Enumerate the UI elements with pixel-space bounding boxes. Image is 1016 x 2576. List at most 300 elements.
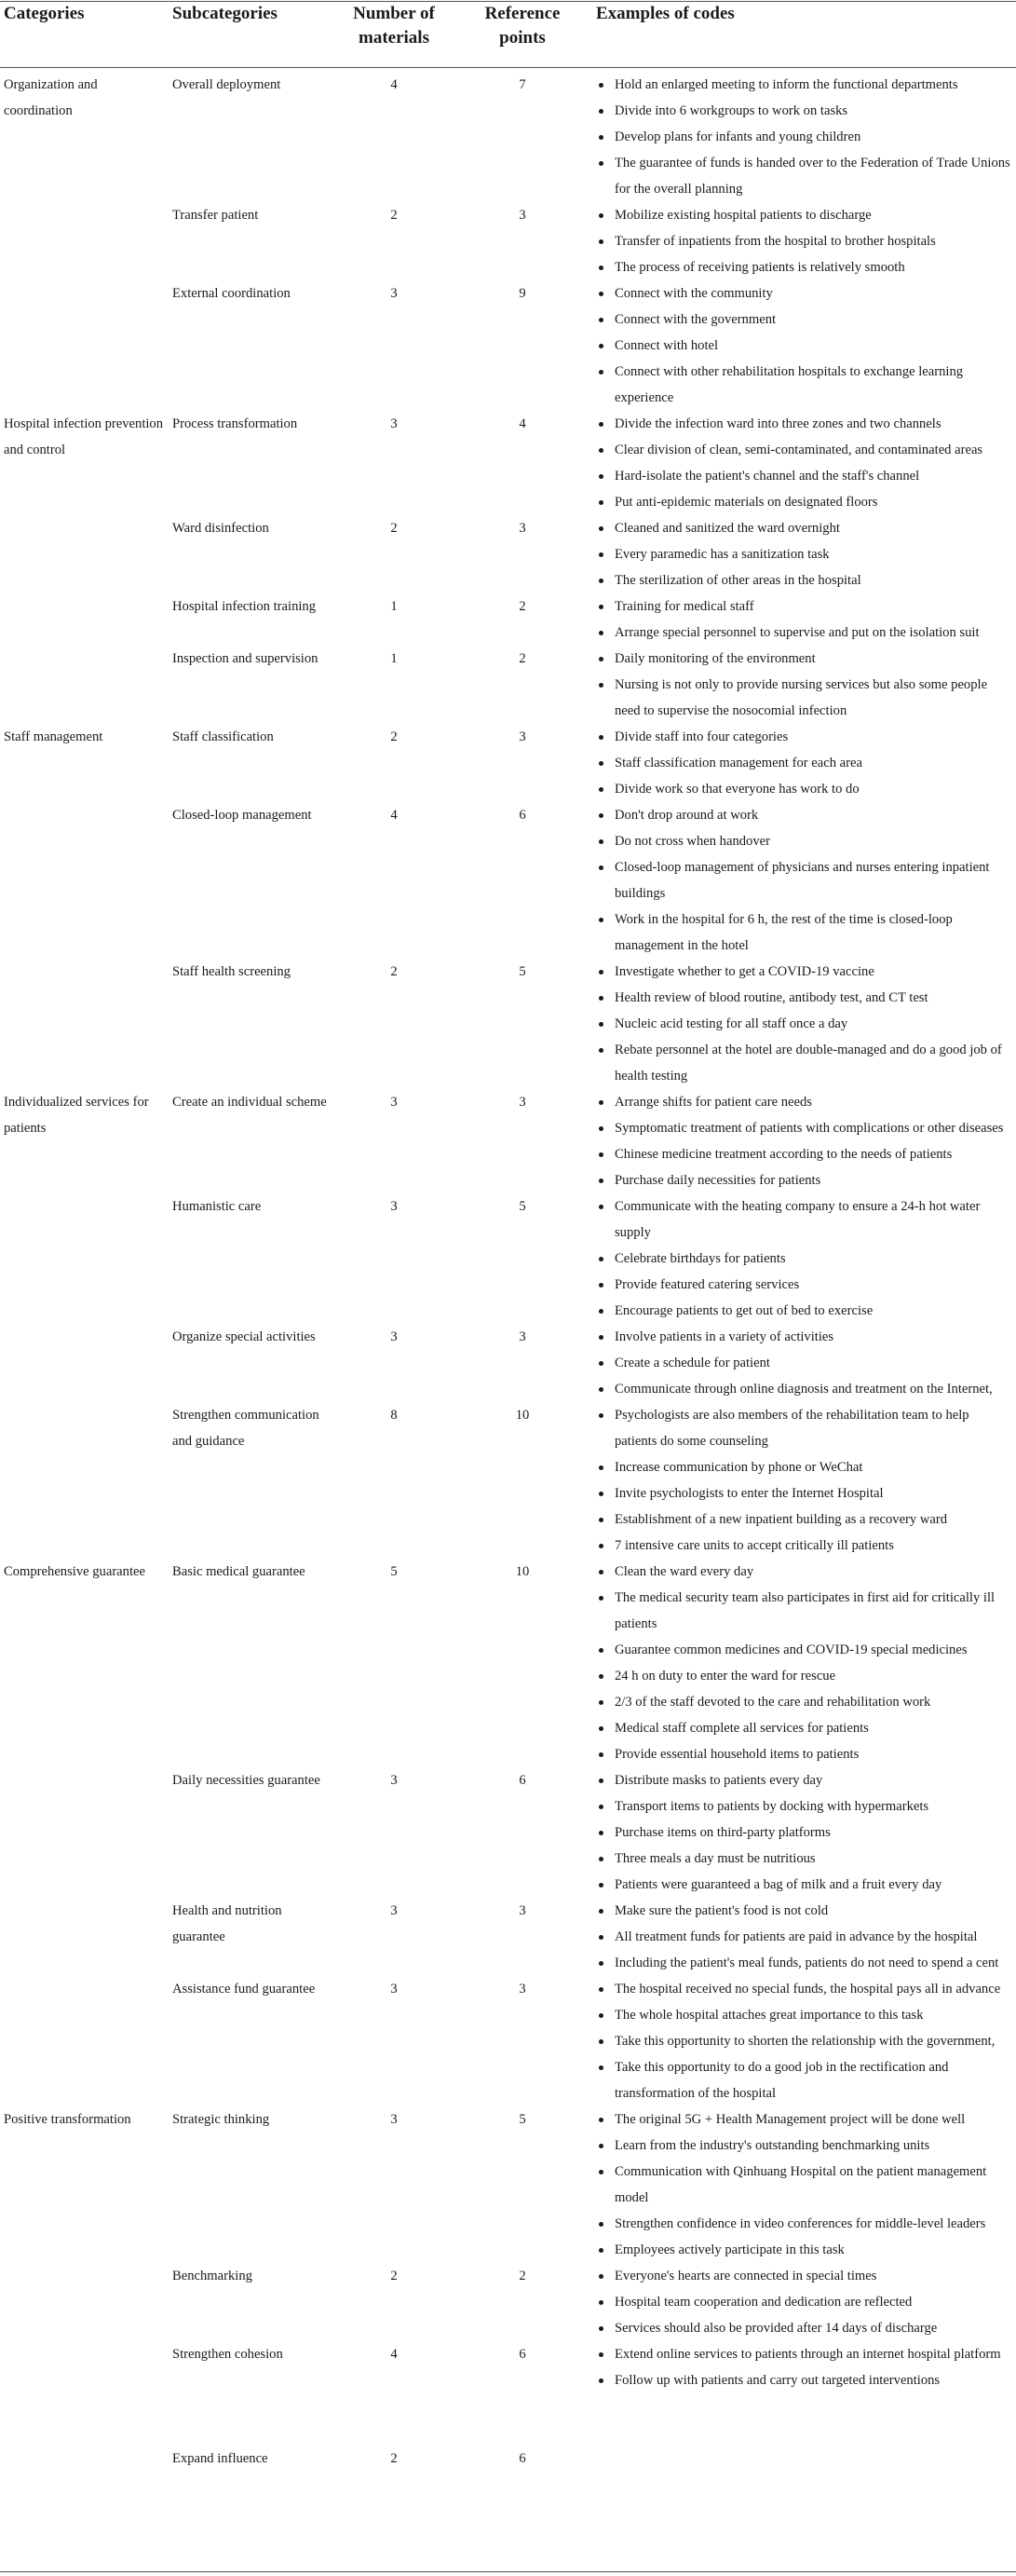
example-text: Provide featured catering services <box>615 1277 800 1292</box>
bullet-icon <box>599 865 603 870</box>
materials-cell: 5 <box>390 1564 398 1579</box>
example-item <box>599 1272 1011 1298</box>
example-item <box>599 1924 1011 1950</box>
bullet-icon <box>599 1387 603 1392</box>
example-text: Rebate personnel at the hotel are double-managed and do a good job of health testing <box>615 1043 1002 1084</box>
bullet-icon <box>599 344 603 348</box>
example-item <box>599 541 1011 567</box>
example-text: Communicate with the heating company to ensure a 24-h hot water supply <box>615 1199 981 1240</box>
example-text: Divide staff into four categories <box>615 729 789 744</box>
bullet-icon <box>599 1726 603 1731</box>
bullet-icon <box>599 318 603 322</box>
example-text: Provide essential household items to patients <box>615 1747 860 1762</box>
materials-cell: 2 <box>390 2269 398 2283</box>
bullet-icon <box>599 2144 603 2148</box>
example-text: Divide into 6 workgroups to work on tasks <box>615 103 848 118</box>
example-text: Extend online services to patients through an internet hospital platform <box>615 2347 1001 2362</box>
example-text: Celebrate birthdays for patients <box>615 1251 786 1266</box>
materials-cell: 3 <box>390 1329 398 1344</box>
example-text: Closed-loop management of physicians and nurses entering inpatient buildings <box>615 860 990 901</box>
bullet-icon <box>599 422 603 427</box>
example-item <box>599 593 1011 620</box>
example-item <box>599 2159 1011 2211</box>
example-item <box>599 1402 1011 1454</box>
bullet-icon <box>599 1596 603 1601</box>
example-text: Communication with Qinhuang Hospital on the patient management model <box>615 2164 987 2205</box>
references-cell: 6 <box>519 808 526 823</box>
bullet-icon <box>599 1544 603 1548</box>
example-text: Purchase daily necessities for patients <box>615 1173 821 1188</box>
category-cell: Positive transformation <box>4 2112 131 2127</box>
bullet-icon <box>599 1935 603 1940</box>
bullet-icon <box>599 239 603 244</box>
bullet-icon <box>599 1648 603 1653</box>
example-text: Chinese medicine treatment according to the needs of patients <box>615 1147 953 1162</box>
example-text: Staff classification management for each area <box>615 756 862 770</box>
example-text: Including the patient's meal funds, patients do not need to spend a cent <box>615 1956 999 1970</box>
materials-cell: 3 <box>390 1773 398 1788</box>
example-item <box>599 2341 1011 2367</box>
bullet-icon <box>599 1752 603 1757</box>
example-text: Do not cross when handover <box>615 834 770 849</box>
example-text: 2/3 of the staff devoted to the care and rehabilitation work <box>615 1695 931 1710</box>
example-text: Hold an enlarged meeting to inform the functional departments <box>615 77 958 92</box>
example-text: Hard-isolate the patient's channel and the staff's channel <box>615 469 920 484</box>
subcategory-cell: Expand influence <box>172 2451 268 2466</box>
bullet-icon <box>599 2065 603 2070</box>
example-text: Nucleic acid testing for all staff once a day <box>615 1016 848 1031</box>
example-text: Don't drop around at work <box>615 808 759 823</box>
bullet-icon <box>599 292 603 296</box>
bullet-icon <box>599 526 603 531</box>
subcategory-cell: Hospital infection training <box>172 599 317 614</box>
example-item <box>599 359 1011 411</box>
example-text: Cleaned and sanitized the ward overnight <box>615 521 840 536</box>
bullet-icon <box>599 1465 603 1470</box>
example-item <box>599 1767 1011 1793</box>
bullet-icon <box>599 2118 603 2122</box>
example-item <box>599 2054 1011 2106</box>
bullet-icon <box>599 1700 603 1705</box>
example-item <box>599 1037 1011 1089</box>
example-text: Symptomatic treatment of patients with complications or other diseases <box>615 1121 1004 1136</box>
example-item <box>599 2315 1011 2341</box>
bullet-icon <box>599 1987 603 1992</box>
example-text: Clear division of clean, semi-contaminated, and contaminated areas <box>615 443 983 457</box>
example-text: Services should also be provided after 14 days of discharge <box>615 2321 938 2336</box>
bullet-icon <box>599 1179 603 1183</box>
example-item <box>599 1480 1011 1506</box>
example-text: 24 h on duty to enter the ward for rescue <box>615 1669 836 1683</box>
header-categories: Categories <box>4 4 85 23</box>
materials-cell: 3 <box>390 1199 398 1214</box>
example-item <box>599 515 1011 541</box>
example-text: Connect with other rehabilitation hospitals to exchange learning experience <box>615 364 964 405</box>
example-item <box>599 672 1011 724</box>
bullet-icon <box>599 1674 603 1679</box>
example-item <box>599 750 1011 776</box>
category-cell: Hospital infection prevention and control <box>4 416 164 457</box>
bullet-icon <box>599 1048 603 1053</box>
bullet-icon <box>599 448 603 453</box>
example-item <box>599 1689 1011 1715</box>
example-text: Arrange shifts for patient care needs <box>615 1095 812 1110</box>
bullet-icon <box>599 1335 603 1340</box>
example-text: Take this opportunity to do a good job in the rectification and transformation of the hospital <box>615 2060 949 2101</box>
example-text: Encourage patients to get out of bed to exercise <box>615 1303 874 1318</box>
example-text: Create a schedule for patient <box>615 1356 770 1370</box>
bullet-icon <box>599 839 603 844</box>
example-item <box>599 1872 1011 1898</box>
materials-cell: 3 <box>390 1903 398 1918</box>
example-item <box>599 776 1011 802</box>
references-cell: 5 <box>519 1199 526 1214</box>
example-text: Arrange special personnel to supervise and put on the isolation suit <box>615 625 980 640</box>
example-item <box>599 333 1011 359</box>
example-text: Clean the ward every day <box>615 1564 754 1579</box>
example-item <box>599 1011 1011 1037</box>
category-cell: Individualized services for patients <box>4 1095 149 1136</box>
example-item <box>599 2106 1011 2133</box>
table-header-rule <box>0 67 1016 68</box>
example-text: Transport items to patients by docking with hypermarkets <box>615 1799 929 1814</box>
bullet-icon <box>599 1570 603 1574</box>
bullet-icon <box>599 1022 603 1027</box>
bullet-icon <box>599 1100 603 1105</box>
category-cell: Comprehensive guarantee <box>4 1564 145 1579</box>
example-text: Purchase items on third-party platforms <box>615 1825 831 1840</box>
example-text: Health review of blood routine, antibody test, and CT test <box>615 990 928 1005</box>
bullet-icon <box>599 83 603 88</box>
example-item <box>599 802 1011 828</box>
bullet-icon <box>599 2013 603 2018</box>
subcategory-cell: Staff health screening <box>172 964 291 979</box>
bullet-icon <box>599 109 603 114</box>
example-item <box>599 1376 1011 1402</box>
references-cell: 5 <box>519 2112 526 2127</box>
bullet-icon <box>599 2222 603 2227</box>
example-text: All treatment funds for patients are paid in advance by the hospital <box>615 1929 978 1944</box>
example-item <box>599 228 1011 254</box>
example-text: Medical staff complete all services for patients <box>615 1721 869 1736</box>
bullet-icon <box>599 1309 603 1314</box>
subcategory-cell: Ward disinfection <box>172 521 269 536</box>
bullet-icon <box>599 631 603 635</box>
references-cell: 4 <box>519 416 526 431</box>
example-text: Guarantee common medicines and COVID-19 special medicines <box>615 1642 968 1657</box>
example-item <box>599 98 1011 124</box>
bullet-icon <box>599 683 603 688</box>
references-cell: 6 <box>519 2347 526 2362</box>
references-cell: 2 <box>519 599 526 614</box>
references-cell: 10 <box>515 1564 530 1579</box>
example-item <box>599 2263 1011 2289</box>
example-text: Establishment of a new inpatient building as a recovery ward <box>615 1512 948 1527</box>
example-text: The hospital received no special funds, the hospital pays all in advance <box>615 1982 1001 1997</box>
subcategory-cell: External coordination <box>172 286 291 301</box>
example-text: Three meals a day must be nutritious <box>615 1851 816 1866</box>
references-cell: 6 <box>519 2451 526 2466</box>
references-cell: 6 <box>519 1773 526 1788</box>
references-cell: 2 <box>519 2269 526 2283</box>
example-text: Learn from the industry's outstanding benchmarking units <box>615 2138 930 2153</box>
bullet-icon <box>599 1831 603 1835</box>
example-item <box>599 2367 1011 2393</box>
materials-cell: 2 <box>390 729 398 744</box>
example-item <box>599 828 1011 854</box>
example-text: The original 5G + Health Management project will be done well <box>615 2112 966 2127</box>
example-text: Increase communication by phone or WeChat <box>615 1460 863 1475</box>
example-text: The whole hospital attaches great importance to this task <box>615 2008 924 2023</box>
example-item <box>599 1193 1011 1246</box>
bullet-icon <box>599 657 603 661</box>
references-cell: 3 <box>519 1329 526 1344</box>
bullet-icon <box>599 213 603 218</box>
materials-cell: 4 <box>390 77 398 92</box>
materials-cell: 3 <box>390 1095 398 1110</box>
bullet-icon <box>599 813 603 818</box>
example-item <box>599 1715 1011 1741</box>
example-text: Daily monitoring of the environment <box>615 651 816 666</box>
bullet-icon <box>599 1909 603 1914</box>
bullet-icon <box>599 2326 603 2331</box>
example-item <box>599 620 1011 646</box>
bullet-icon <box>599 2039 603 2044</box>
example-text: Every paramedic has a sanitization task <box>615 547 830 562</box>
bullet-icon <box>599 1779 603 1783</box>
subcategory-cell: Closed-loop management <box>172 808 312 823</box>
bullet-icon <box>599 996 603 1001</box>
example-item <box>599 1246 1011 1272</box>
materials-cell: 2 <box>390 2451 398 2466</box>
subcategory-cell: Assistance fund guarantee <box>172 1982 316 1997</box>
subcategory-cell: Strengthen cohesion <box>172 2347 283 2362</box>
bullet-icon <box>599 1283 603 1288</box>
example-text: Everyone's hearts are connected in special times <box>615 2269 877 2283</box>
example-item <box>599 489 1011 515</box>
bullet-icon <box>599 605 603 609</box>
references-cell: 2 <box>519 651 526 666</box>
subcategory-cell: Overall deployment <box>172 77 281 92</box>
bullet-icon <box>599 2300 603 2305</box>
bullet-icon <box>599 970 603 975</box>
materials-cell: 3 <box>390 416 398 431</box>
materials-cell: 1 <box>390 651 398 666</box>
example-item <box>599 1741 1011 1767</box>
examples-list <box>599 72 1011 2393</box>
example-item <box>599 1950 1011 1976</box>
materials-cell: 8 <box>390 1408 398 1423</box>
example-text: Involve patients in a variety of activities <box>615 1329 834 1344</box>
bullet-icon <box>599 2352 603 2357</box>
bullet-icon <box>599 1518 603 1522</box>
bullet-icon <box>599 918 603 922</box>
example-item <box>599 1898 1011 1924</box>
bullet-icon <box>599 1883 603 1888</box>
bullet-icon <box>599 1205 603 1209</box>
materials-cell: 2 <box>390 521 398 536</box>
header-examples-of-codes: Examples of codes <box>596 4 735 23</box>
example-item <box>599 1585 1011 1637</box>
example-item <box>599 646 1011 672</box>
bullet-icon <box>599 1857 603 1861</box>
header-reference-points: Reference points <box>484 4 561 48</box>
example-item <box>599 1820 1011 1846</box>
example-item <box>599 2002 1011 2028</box>
example-item <box>599 854 1011 906</box>
example-text: The guarantee of funds is handed over to the Federation of Trade Unions for the overall planning <box>615 156 1010 197</box>
header-subcategories: Subcategories <box>172 4 278 23</box>
example-item <box>599 1976 1011 2002</box>
example-text: Take this opportunity to shorten the relationship with the government, <box>615 2034 996 2049</box>
example-text: Connect with the community <box>615 286 773 301</box>
bullet-icon <box>599 2378 603 2383</box>
example-text: Communicate through online diagnosis and treatment on the Internet, <box>615 1382 993 1397</box>
example-item <box>599 72 1011 98</box>
bullet-icon <box>599 552 603 557</box>
example-text: 7 intensive care units to accept critically ill patients <box>615 1538 894 1553</box>
example-text: Transfer of inpatients from the hospital to brother hospitals <box>615 234 936 249</box>
example-item <box>599 1350 1011 1376</box>
bullet-icon <box>599 1413 603 1418</box>
example-item <box>599 411 1011 437</box>
bullet-icon <box>599 161 603 166</box>
category-cell: Organization and coordination <box>4 77 98 118</box>
example-text: Connect with the government <box>615 312 777 327</box>
example-text: Follow up with patients and carry out targeted interventions <box>615 2373 941 2388</box>
example-item <box>599 254 1011 280</box>
bullet-icon <box>599 1961 603 1966</box>
example-text: Strengthen confidence in video conferences for middle-level leaders <box>615 2216 986 2231</box>
bullet-icon <box>599 761 603 766</box>
bullet-icon <box>599 1257 603 1261</box>
subcategory-cell: Strategic thinking <box>172 2112 270 2127</box>
subcategory-cell: Transfer patient <box>172 208 259 223</box>
example-item <box>599 985 1011 1011</box>
example-text: Connect with hotel <box>615 338 719 353</box>
example-item <box>599 437 1011 463</box>
subcategory-cell: Daily necessities guarantee <box>172 1773 320 1788</box>
subcategory-cell: Health and nutrition guarantee <box>172 1903 282 1944</box>
materials-cell: 1 <box>390 599 398 614</box>
example-text: Distribute masks to patients every day <box>615 1773 823 1788</box>
materials-cell: 4 <box>390 2347 398 2362</box>
example-item <box>599 1846 1011 1872</box>
references-cell: 10 <box>515 1408 530 1423</box>
example-item <box>599 1663 1011 1689</box>
example-text: Employees actively participate in this task <box>615 2242 845 2257</box>
bullet-icon <box>599 1152 603 1157</box>
subcategory-cell: Humanistic care <box>172 1199 262 1214</box>
subcategory-cell: Staff classification <box>172 729 274 744</box>
example-text: Invite psychologists to enter the Internet Hospital <box>615 1486 884 1501</box>
example-text: Hospital team cooperation and dedication are reflected <box>615 2295 913 2310</box>
bullet-icon <box>599 2170 603 2174</box>
example-item <box>599 567 1011 593</box>
example-item <box>599 2028 1011 2054</box>
bullet-icon <box>599 135 603 140</box>
example-item <box>599 1115 1011 1141</box>
bullet-icon <box>599 474 603 479</box>
subcategory-cell: Create an individual scheme <box>172 1095 327 1110</box>
example-text: The sterilization of other areas in the hospital <box>615 573 861 588</box>
example-text: Put anti-epidemic materials on designated floors <box>615 495 878 510</box>
example-item <box>599 1141 1011 1167</box>
references-cell: 3 <box>519 208 526 223</box>
references-cell: 3 <box>519 521 526 536</box>
example-text: Mobilize existing hospital patients to discharge <box>615 208 872 223</box>
bullet-icon <box>599 1126 603 1131</box>
example-item <box>599 1324 1011 1350</box>
materials-cell: 4 <box>390 808 398 823</box>
example-text: The process of receiving patients is relatively smooth <box>615 260 905 275</box>
subcategory-cell: Organize special activities <box>172 1329 316 1344</box>
example-item <box>599 724 1011 750</box>
category-cell: Staff management <box>4 729 103 744</box>
references-cell: 3 <box>519 1095 526 1110</box>
example-item <box>599 280 1011 307</box>
references-cell: 3 <box>519 1903 526 1918</box>
example-item <box>599 959 1011 985</box>
example-item <box>599 2289 1011 2315</box>
materials-cell: 3 <box>390 2112 398 2127</box>
bullet-icon <box>599 2248 603 2253</box>
example-item <box>599 2237 1011 2263</box>
subcategory-cell: Strengthen communication and guidance <box>172 1408 319 1449</box>
example-item <box>599 1089 1011 1115</box>
example-item <box>599 150 1011 202</box>
example-text: Training for medical staff <box>615 599 754 614</box>
bullet-icon <box>599 579 603 583</box>
bullet-icon <box>599 787 603 792</box>
example-text: The medical security team also participates in first aid for critically ill patients <box>615 1590 996 1631</box>
example-text: Divide work so that everyone has work to do <box>615 782 860 797</box>
subcategory-cell: Basic medical guarantee <box>172 1564 305 1579</box>
references-cell: 9 <box>519 286 526 301</box>
example-item <box>599 1559 1011 1585</box>
example-item <box>599 1454 1011 1480</box>
references-cell: 3 <box>519 1982 526 1997</box>
references-cell: 3 <box>519 729 526 744</box>
bullet-icon <box>599 1805 603 1809</box>
example-item <box>599 307 1011 333</box>
materials-cell: 3 <box>390 286 398 301</box>
example-item <box>599 2211 1011 2237</box>
example-item <box>599 124 1011 150</box>
table-bottom-rule <box>0 2571 1016 2572</box>
example-text: Work in the hospital for 6 h, the rest of the time is closed-loop management in the hotel <box>615 912 953 953</box>
example-text: Divide the infection ward into three zones and two channels <box>615 416 941 431</box>
materials-cell: 2 <box>390 964 398 979</box>
example-text: Develop plans for infants and young children <box>615 129 861 144</box>
example-item <box>599 1637 1011 1663</box>
references-cell: 7 <box>519 77 526 92</box>
bullet-icon <box>599 370 603 375</box>
example-text: Psychologists are also members of the rehabilitation team to help patients do some counseling <box>615 1408 969 1449</box>
example-text: Investigate whether to get a COVID-19 vaccine <box>615 964 874 979</box>
subcategory-cell: Inspection and supervision <box>172 651 318 666</box>
example-item <box>599 1533 1011 1559</box>
bullet-icon <box>599 735 603 740</box>
example-text: Nursing is not only to provide nursing services but also some people need to supervise the nosocomial infection <box>615 677 988 718</box>
materials-cell: 3 <box>390 1982 398 1997</box>
header-number-of-materials: Number of materials <box>353 4 435 48</box>
subcategory-cell: Benchmarking <box>172 2269 252 2283</box>
example-item <box>599 1506 1011 1533</box>
example-text: Make sure the patient's food is not cold <box>615 1903 829 1918</box>
materials-cell: 2 <box>390 208 398 223</box>
bullet-icon <box>599 1492 603 1496</box>
